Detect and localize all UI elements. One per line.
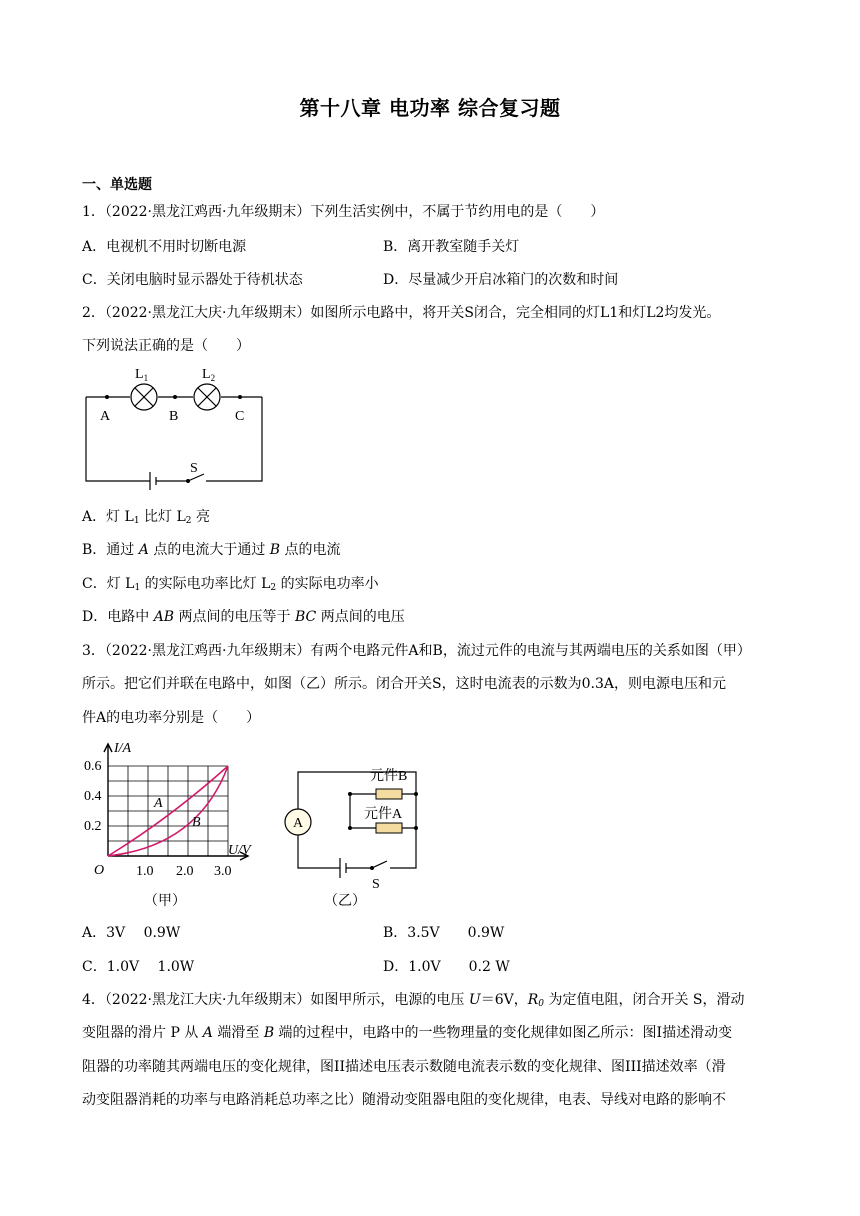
question-2-stem-line2: 下列说法正确的是（ ） [82,338,250,354]
y-tick-02: 0.2 [84,819,102,834]
question-3-stem-line2: 所示。把它们并联在电路中，如图（乙）所示。闭合开关S，这时电流表的示数为0.3A，则电源电压和元 [82,676,726,692]
element-b-label: 元件B [370,769,408,784]
ammeter-label: A [293,816,304,831]
label-c: C [235,409,245,424]
question-3-stem-line1: 3．（2022·黑龙江鸡西·九年级期末）有两个电路元件A和B，流过元件的电流与其两端电压的关系如图（甲） [82,643,751,659]
origin-label: O [94,863,105,878]
y-tick-06: 0.6 [84,759,102,774]
q3-option-c[interactable]: C．1.0V 1.0W [82,959,195,975]
q2-option-a[interactable]: A．灯 $L_1$ 比灯 $L_2$ 亮 [82,509,210,526]
label-b: B [169,409,179,424]
q2-option-d[interactable]: D．电路中 AB 两点间的电压等于 BC 两点间的电压 [82,609,405,625]
question-4-line1: 4．（2022·黑龙江大庆·九年级期末）如图甲所示，电源的电压 U＝6V，$R_0$ 为定值电阻，闭合开关 S，滑动 [82,992,745,1009]
label-a: A [100,409,111,424]
element-a-icon [376,823,402,833]
q3-option-a[interactable]: A．3V 0.9W [82,925,181,941]
question-4-line4: 动变阻器消耗的功率与电路消耗总功率之比）随滑动变阻器电阻的变化规律，电表、导线对电路的影响不 [82,1092,726,1108]
y-tick-04: 0.4 [84,789,102,804]
q1-option-b[interactable]: B．离开教室随手关灯 [383,239,520,255]
q3-option-d[interactable]: D．1.0V 0.2 W [383,959,510,975]
question-4-line3: 阻器的功率随其两端电压的变化规律，图II描述电压表示数随电流表示数的变化规律、图III描述效率（滑 [82,1059,726,1075]
question-3-stem-line3: 件A的电功率分别是（ ） [82,710,261,726]
q3-iu-graph [80,738,280,913]
label-l1: $L_1$ [135,368,149,383]
question-1-stem: 1．（2022·黑龙江鸡西·九年级期末）下列生活实例中，不属于节约用电的是（ ） [82,204,605,220]
q2-option-c[interactable]: C．灯 $L_1$ 的实际电功率比灯 $L_2$ 的实际电功率小 [82,576,379,593]
label-l2: $L_2$ [202,368,216,383]
q2-circuit-figure [80,368,270,496]
x-tick-2: 2.0 [176,864,194,879]
q3-option-b[interactable]: B．3.5V 0.9W [383,925,505,941]
element-a-label: 元件A [364,807,403,822]
section-heading: 一、单选题 [82,177,152,193]
page-title: 第十八章 电功率 综合复习题 [299,96,561,120]
graph-caption: （甲） [144,894,186,909]
switch-label: S [372,877,380,892]
q3-parallel-circuit [284,756,434,912]
x-axis-label: U/V [228,843,251,858]
x-tick-1: 1.0 [136,864,154,879]
q2-option-b[interactable]: B．通过 A 点的电流大于通过 B 点的电流 [82,542,341,558]
label-s: S [190,461,198,476]
question-2-stem-line1: 2．（2022·黑龙江大庆·九年级期末）如图所示电路中，将开关S闭合，完全相同的灯L1和灯L2均发光。 [82,305,721,321]
element-b-icon [376,789,402,799]
curve-a-label: A [154,796,163,811]
y-axis-label: I/A [114,741,132,756]
circuit-caption: （乙） [324,894,366,909]
question-4-line2: 变阻器的滑片 P 从 A 端滑至 B 端的过程中，电路中的一些物理量的变化规律如图乙所示：图I描述滑动变 [82,1025,733,1041]
q1-option-a[interactable]: A．电视机不用时切断电源 [82,239,247,255]
q1-option-d[interactable]: D．尽量减少开启冰箱门的次数和时间 [383,272,619,288]
x-tick-3: 3.0 [214,864,232,879]
q1-option-c[interactable]: C．关闭电脑时显示器处于待机状态 [82,272,303,288]
curve-b-label: B [192,815,201,830]
